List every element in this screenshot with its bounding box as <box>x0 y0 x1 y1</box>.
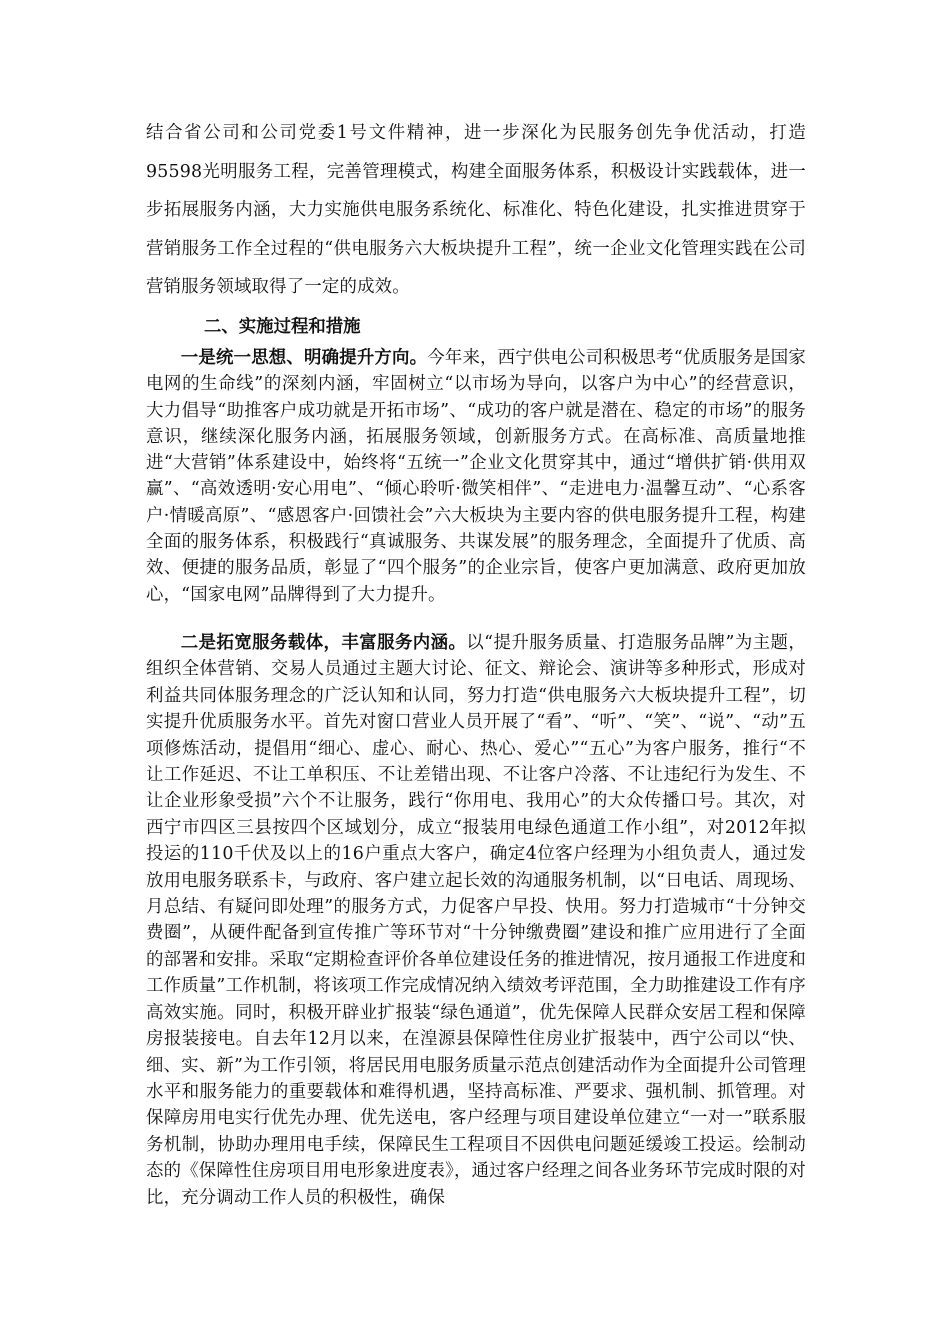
paragraph-two-lead: 二是拓宽服务载体，丰富服务内涵。 <box>180 633 467 653</box>
paragraph-one-lead: 一是统一思想、明确提升方向。 <box>180 348 428 368</box>
paragraph-two-body: 以“提升服务质量、打造服务品牌”为主题，组织全体营销、交易人员通过主题大讨论、征文、辩论会、演讲等多种形式，形成对利益共同体服务理念的广泛认知和认同，努力打造“供电服务六大板块提升工程”，切实提升优质服务水平。首先对窗口营业人员开展了“看”、“听”、“笑”、“说”、“动”五项修炼活动，提倡用“细心、虚心、耐心、热心、爱心”“五心”为客户服务，推行“不让工作延迟、不让工单积压、不让差错出现、不让客户冷落、不让违纪行为发生、不让企业形象受损”六个不让服务，践行“你用电、我用心”的大众传播口号。其次，对西宁市四区三县按四个区域划分，成立“报装用电绿色通道工作小组”，对2012年拟投运的110千伏及以上的16户重点大客户，确定4位客户经理为小组负责人，通过发放用电服务联系卡，与政府、客户建立起长效的沟通服务机制，以“日电话、周现场、月总结、有疑问即处理”的服务方式，力促客户早投、快用。努力打造城市“十分钟交费圈”，从硬件配备到宣传推广等环节对“十分钟缴费圈”建设和推广应用进行了全面的部署和安排。采取“定期检查评价各单位建设任务的推进情况，按月通报工作进度和工作质量”工作机制，将该项工作完成情况纳入绩效考评范围，全力助推建设工作有序高效实施。同时，积极开辟业扩报装“绿色通道”，优先保障人民群众安居工程和保障房报装接电。自去年12月以来，在湟源县保障性住房业扩报装中，西宁公司以“快、细、实、新”为工作引领，将居民用电服务质量示范点创建活动作为全面提升公司管理水平和服务能力的重要载体和难得机遇，坚持高标准、严要求、强机制、抓管理。对保障房用电实行优先办理、优先送电，客户经理与项目建设单位建立“一对一”联系服务机制，协助办理用电手续，保障民生工程项目不因供电问题延缓竣工投运。绘制动态的《保障性住房项目用电形象进度表》，通过客户经理之间各业务环节完成时限的对比，充分调动工作人员的积极性，确保 <box>146 633 806 1208</box>
intro-paragraph: 结合省公司和公司党委1号文件精神，进一步深化为民服务创先争优活动，打造95598光明服务工程，完善管理模式，构建全面服务体系，积极设计实践载体，进一步拓展服务内涵，大力实施供电服务系统化、标准化、特色化建设，扎实推进贯穿于营销服务工作全过程的“供电服务六大板块提升工程”，统一企业文化管理实践在公司营销服务领域取得了一定的成效。 <box>146 123 806 297</box>
paragraph-one-body: 今年来，西宁供电公司积极思考“优质服务是国家电网的生命线”的深刻内涵，牢固树立“以市场为导向，以客户为中心”的经营意识，大力倡导“助推客户成功就是开拓市场”、“成功的客户就是潜在、稳定的市场”的服务意识，继续深化服务内涵，拓展服务领域，创新服务方式。在高标准、高质量地推进“大营销”体系建设中，始终将“五统一”企业文化贯穿其中，通过“增供扩销·供用双赢”、“高效透明·安心用电”、“倾心聆听·微笑相伴”、“走进电力·温馨互动”、“心系客户·情暖高原”、“感恩客户·回馈社会”六大板块为主要内容的供电服务提升工程，构建全面的服务体系，积极践行“真诚服务、共谋发展”的服务理念，全面提升了优质、高效、便捷的服务品质，彰显了“四个服务”的企业宗旨，使客户更加满意、政府更加放心，“国家电网”品牌得到了大力提升。 <box>146 348 806 605</box>
paragraph-one <box>146 345 806 608</box>
paragraph-two <box>146 630 806 1211</box>
section-heading: 二、实施过程和措施 <box>204 317 361 337</box>
